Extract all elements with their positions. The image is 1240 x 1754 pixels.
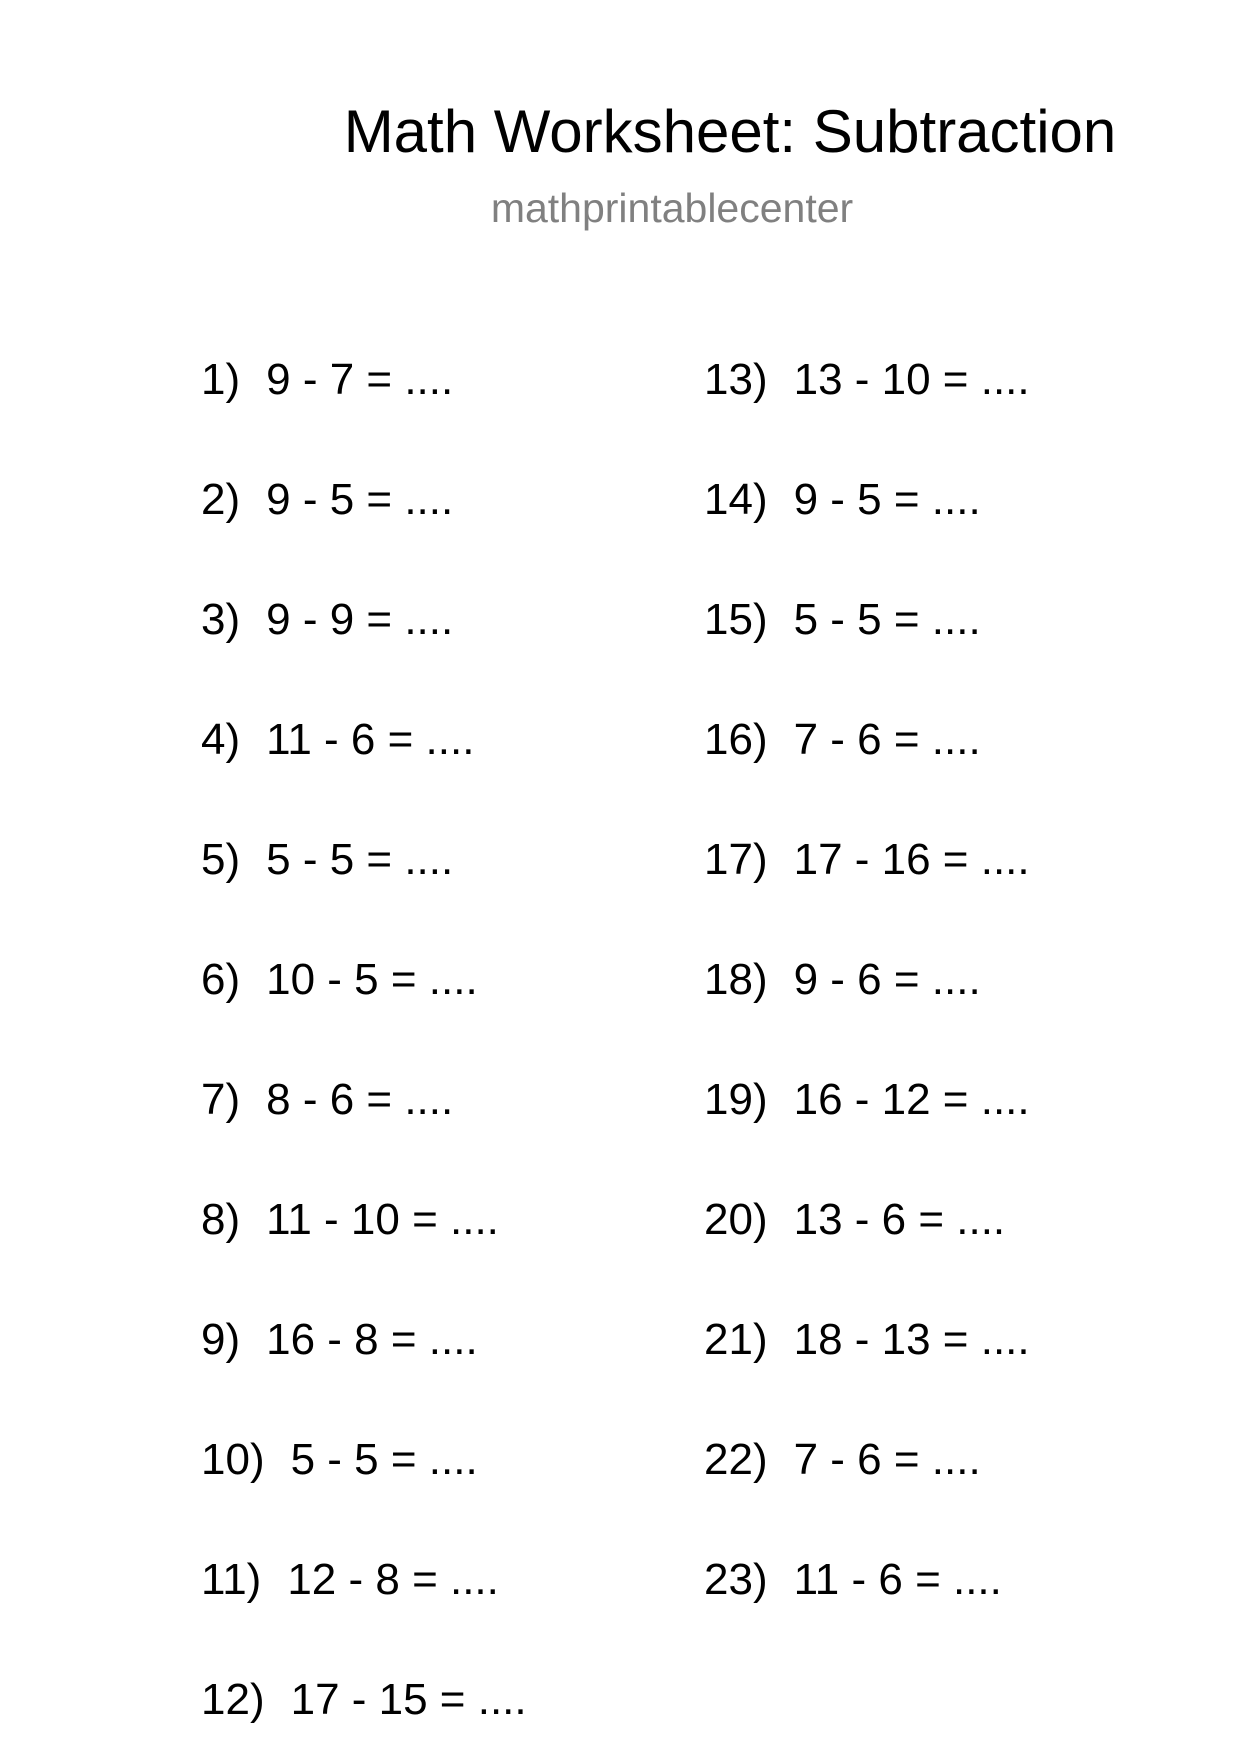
problem-expression: 7 - 6 = ....	[793, 715, 981, 764]
problem-item	[201, 952, 478, 1008]
problem-expression: 13 - 6 = ....	[793, 1195, 1006, 1244]
problem-item	[704, 1552, 1002, 1608]
problem-number: 15)	[704, 595, 768, 644]
problem-item	[704, 1072, 1030, 1128]
problem-expression: 17 - 15 = ....	[290, 1675, 527, 1724]
problem-number: 14)	[704, 475, 768, 524]
problem-number: 16)	[704, 715, 768, 764]
problem-expression: 10 - 5 = ....	[266, 955, 478, 1004]
problem-item	[704, 1312, 1030, 1368]
problem-number: 7)	[201, 1075, 241, 1124]
problem-expression: 9 - 6 = ....	[793, 955, 981, 1004]
problem-expression: 7 - 6 = ....	[793, 1435, 981, 1484]
problem-expression: 16 - 12 = ....	[793, 1075, 1030, 1124]
problem-number: 9)	[201, 1315, 241, 1364]
problem-number: 8)	[201, 1195, 241, 1244]
problem-expression: 5 - 5 = ....	[793, 595, 981, 644]
problem-number: 1)	[201, 355, 241, 404]
problem-expression: 16 - 8 = ....	[266, 1315, 478, 1364]
problem-expression: 12 - 8 = ....	[287, 1555, 499, 1604]
problem-item	[201, 1072, 453, 1128]
problem-number: 13)	[704, 355, 768, 404]
problem-item	[201, 1552, 499, 1608]
problem-number: 12)	[201, 1675, 265, 1724]
problem-item	[201, 352, 453, 408]
problem-expression: 9 - 7 = ....	[266, 355, 454, 404]
problem-number: 6)	[201, 955, 241, 1004]
problem-expression: 9 - 5 = ....	[793, 475, 981, 524]
problem-item	[704, 592, 981, 648]
problem-expression: 11 - 10 = ....	[266, 1195, 499, 1244]
problem-number: 4)	[201, 715, 241, 764]
problem-item	[201, 832, 453, 888]
problem-expression: 13 - 10 = ....	[793, 355, 1030, 404]
problem-item	[704, 352, 1030, 408]
problem-expression: 9 - 5 = ....	[266, 475, 454, 524]
problem-expression: 5 - 5 = ....	[266, 835, 454, 884]
problem-item	[201, 592, 453, 648]
problem-number: 21)	[704, 1315, 768, 1364]
problem-number: 22)	[704, 1435, 768, 1484]
problem-item	[201, 1192, 499, 1248]
problem-number: 18)	[704, 955, 768, 1004]
problem-number: 3)	[201, 595, 241, 644]
problem-number: 2)	[201, 475, 241, 524]
problem-item	[704, 1432, 981, 1488]
problem-number: 20)	[704, 1195, 768, 1244]
problem-item	[704, 472, 981, 528]
problem-expression: 5 - 5 = ....	[290, 1435, 478, 1484]
problem-expression: 17 - 16 = ....	[793, 835, 1030, 884]
problem-expression: 11 - 6 = ....	[793, 1555, 1002, 1604]
problem-item	[704, 832, 1030, 888]
problem-item	[201, 472, 453, 528]
page-title: Math Worksheet: Subtraction	[343, 98, 1117, 165]
problem-item	[201, 1432, 478, 1488]
problem-number: 11)	[201, 1555, 262, 1604]
problem-expression: 8 - 6 = ....	[266, 1075, 454, 1124]
problem-expression: 9 - 9 = ....	[266, 595, 454, 644]
problem-expression: 18 - 13 = ....	[793, 1315, 1030, 1364]
problem-item	[704, 1192, 1005, 1248]
problem-item	[201, 1312, 478, 1368]
problem-item	[201, 712, 474, 768]
problem-item	[704, 952, 981, 1008]
page-subtitle: mathprintablecenter	[490, 185, 854, 231]
problem-item	[704, 712, 981, 768]
problem-number: 19)	[704, 1075, 768, 1124]
problem-expression: 11 - 6 = ....	[266, 715, 475, 764]
problem-number: 10)	[201, 1435, 265, 1484]
problem-number: 17)	[704, 835, 768, 884]
problem-number: 23)	[704, 1555, 768, 1604]
problem-number: 5)	[201, 835, 241, 884]
problem-item	[201, 1672, 527, 1728]
